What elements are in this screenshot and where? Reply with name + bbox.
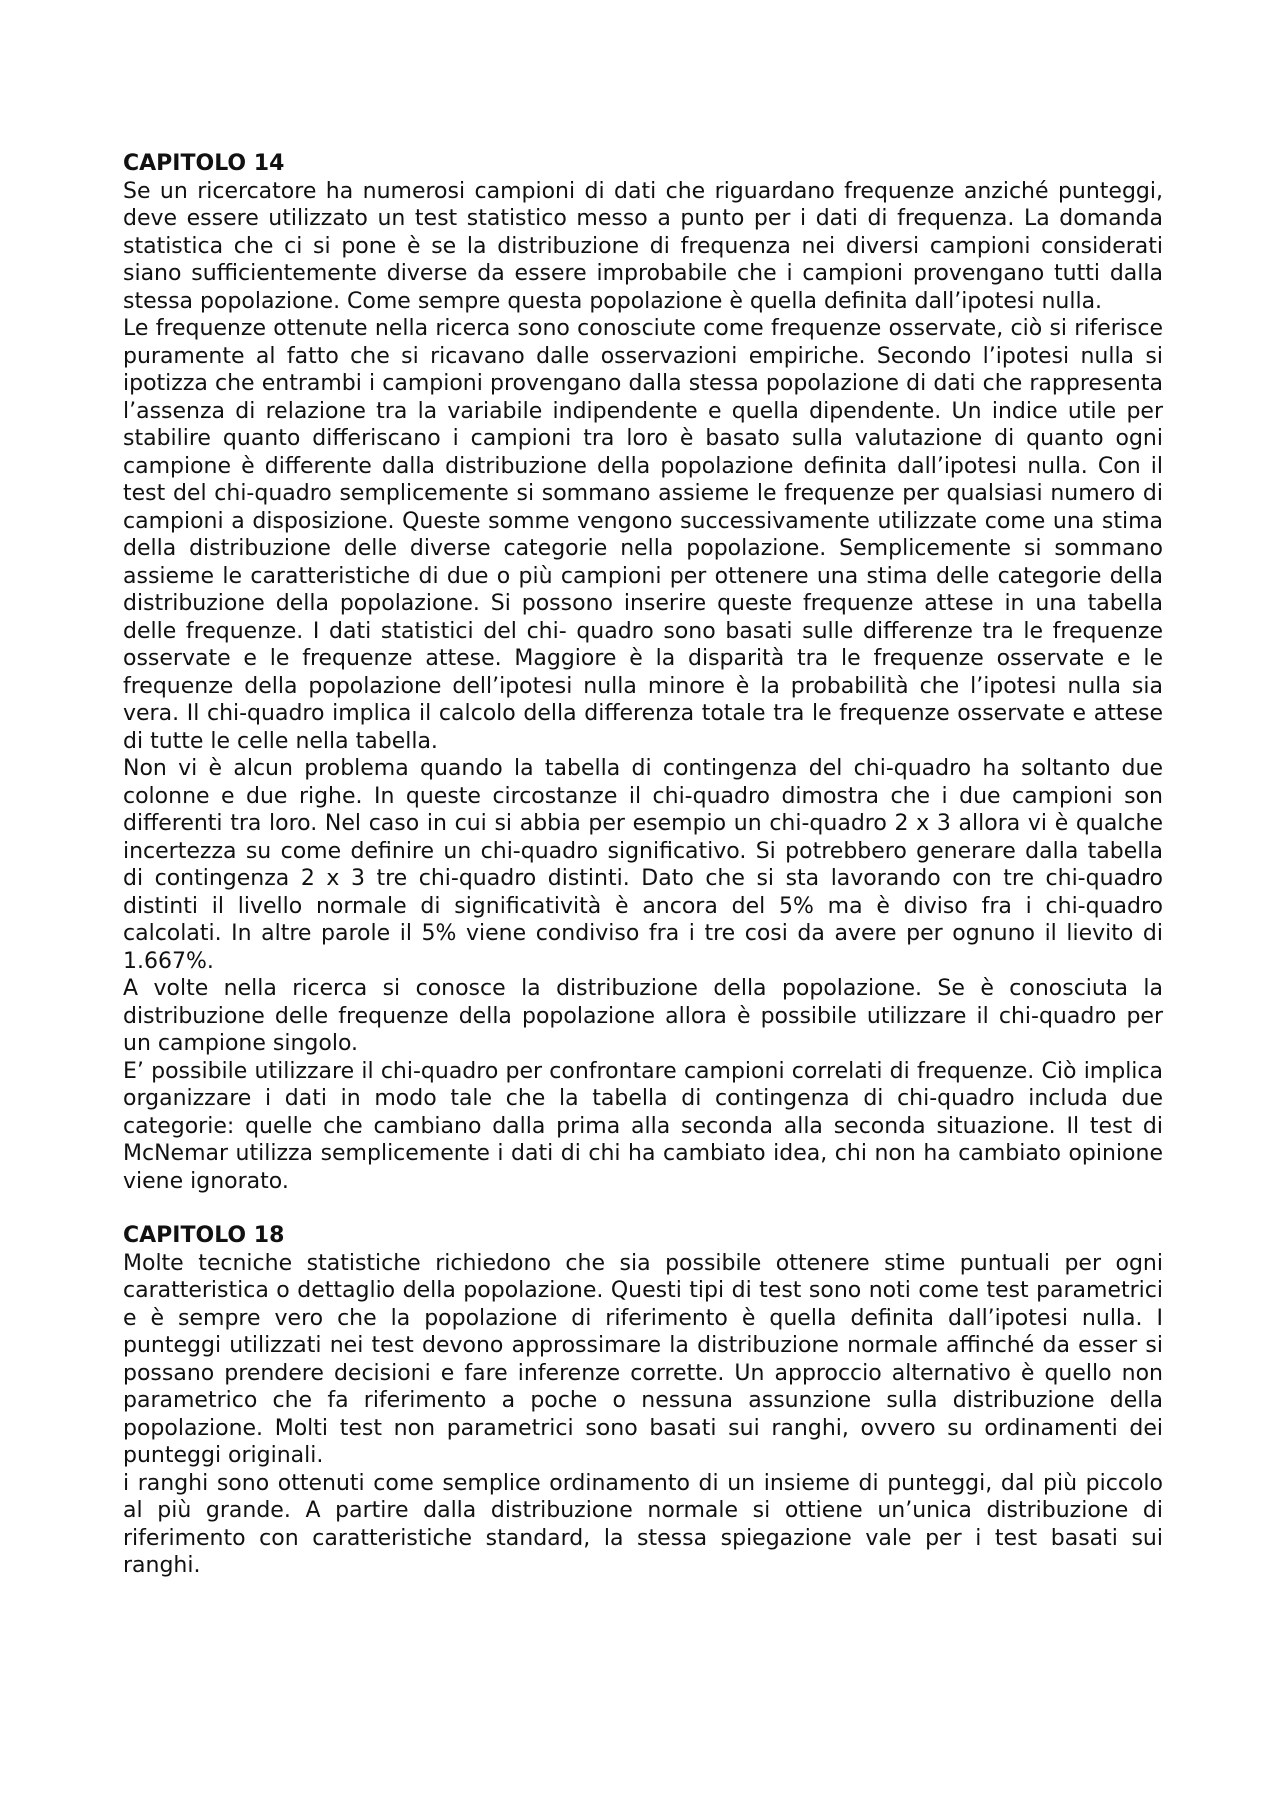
chapter-title: CAPITOLO 18 bbox=[123, 1223, 285, 1248]
paragraph: A volte nella ricerca si conosce la distribuzione della popolazione. Se è conosciuta la distribuzione delle frequenze della popolazione allora è possibile utilizzare il chi-quadro per un campione singolo. bbox=[123, 976, 1163, 1056]
paragraph: Se un ricercatore ha numerosi campioni di dati che riguardano frequenze anziché punteggi, deve essere utilizzato un test statistico messo a punto per i dati di frequenza. La domanda statistica che ci si pone è se la distribuzione di frequenza nei diversi campioni considerati siano sufficientemente diverse da essere improbabile che i campioni provengano tutti dalla stessa popolazione. Come sempre questa popolazione è quella definita dall’ipotesi nulla. bbox=[123, 178, 1163, 314]
chapter-18 bbox=[123, 1222, 1163, 1580]
document-page bbox=[123, 150, 1163, 1580]
paragraph: Non vi è alcun problema quando la tabella di contingenza del chi-quadro ha soltanto due colonne e due righe. In queste circostanze il chi-quadro dimostra che i due campioni son differenti tra loro. Nel caso in cui si abbia per esempio un chi-quadro 2 x 3 allora vi è qualche incertezza su come definire un chi-quadro significativo. Si potrebbero generare dalla tabella di contingenza 2 x 3 tre chi-quadro distinti. Dato che si sta lavorando con tre chi-quadro distinti il livello normale di significatività è ancora del 5% ma è diviso fra i chi-quadro calcolati. In altre parole il 5% viene condiviso fra i tre cosi da avere per ognuno il lievito di 1.667%. bbox=[123, 756, 1163, 974]
chapter-title: CAPITOLO 14 bbox=[123, 151, 285, 176]
chapter-14 bbox=[123, 150, 1163, 1195]
paragraph: Le frequenze ottenute nella ricerca sono conosciute come frequenze osservate, ciò si riferisce puramente al fatto che si ricavano dalle osservazioni empiriche. Secondo l’ipotesi nulla si ipotizza che entrambi i campioni provengano dalla stessa popolazione di dati che rappresenta l’assenza di relazione tra la variabile indipendente e quella dipendente. Un indice utile per stabilire quanto differiscano i campioni tra loro è basato sulla valutazione di quanto ogni campione è differente dalla distribuzione della popolazione definita dall’ipotesi nulla. Con il test del chi-quadro semplicemente si sommano assieme le frequenze per qualsiasi numero di campioni a disposizione. Queste somme vengono successivamente utilizzate come una stima della distribuzione delle diverse categorie nella popolazione. Semplicemente si sommano assieme le caratteristiche di due o più campioni per ottenere una stima delle categorie della distribuzione della popolazione. Si possono inserire queste frequenze attese in una tabella delle frequenze. I dati statistici del chi- quadro sono basati sulle differenze tra le frequenze osservate e le frequenze attese. Maggiore è la disparità tra le frequenze osservate e le frequenze della popolazione dell’ipotesi nulla minore è la probabilità che l’ipotesi nulla sia vera. Il chi-quadro implica il calcolo della differenza totale tra le frequenze osservate e attese di tutte le celle nella tabella. bbox=[123, 316, 1163, 754]
paragraph: E’ possibile utilizzare il chi-quadro per confrontare campioni correlati di frequenze. Ciò implica organizzare i dati in modo tale che la tabella di contingenza di chi-quadro includa due categorie: quelle che cambiano dalla prima alla seconda alla seconda situazione. Il test di McNemar utilizza semplicemente i dati di chi ha cambiato idea, chi non ha cambiato opinione viene ignorato. bbox=[123, 1058, 1163, 1194]
paragraph: Molte tecniche statistiche richiedono che sia possibile ottenere stime puntuali per ogni caratteristica o dettaglio della popolazione. Questi tipi di test sono noti come test parametrici e è sempre vero che la popolazione di riferimento è quella definita dall’ipotesi nulla. I punteggi utilizzati nei test devono approssimare la distribuzione normale affinché da esser si possano prendere decisioni e fare inferenze corrette. Un approccio alternativo è quello non parametrico che fa riferimento a poche o nessuna assunzione sulla distribuzione della popolazione. Molti test non parametrici sono basati sui ranghi, ovvero su ordinamenti dei punteggi originali. bbox=[123, 1250, 1163, 1468]
paragraph: i ranghi sono ottenuti come semplice ordinamento di un insieme di punteggi, dal più piccolo al più grande. A partire dalla distribuzione normale si ottiene un’unica distribuzione di riferimento con caratteristiche standard, la stessa spiegazione vale per i test basati sui ranghi. bbox=[123, 1470, 1163, 1578]
